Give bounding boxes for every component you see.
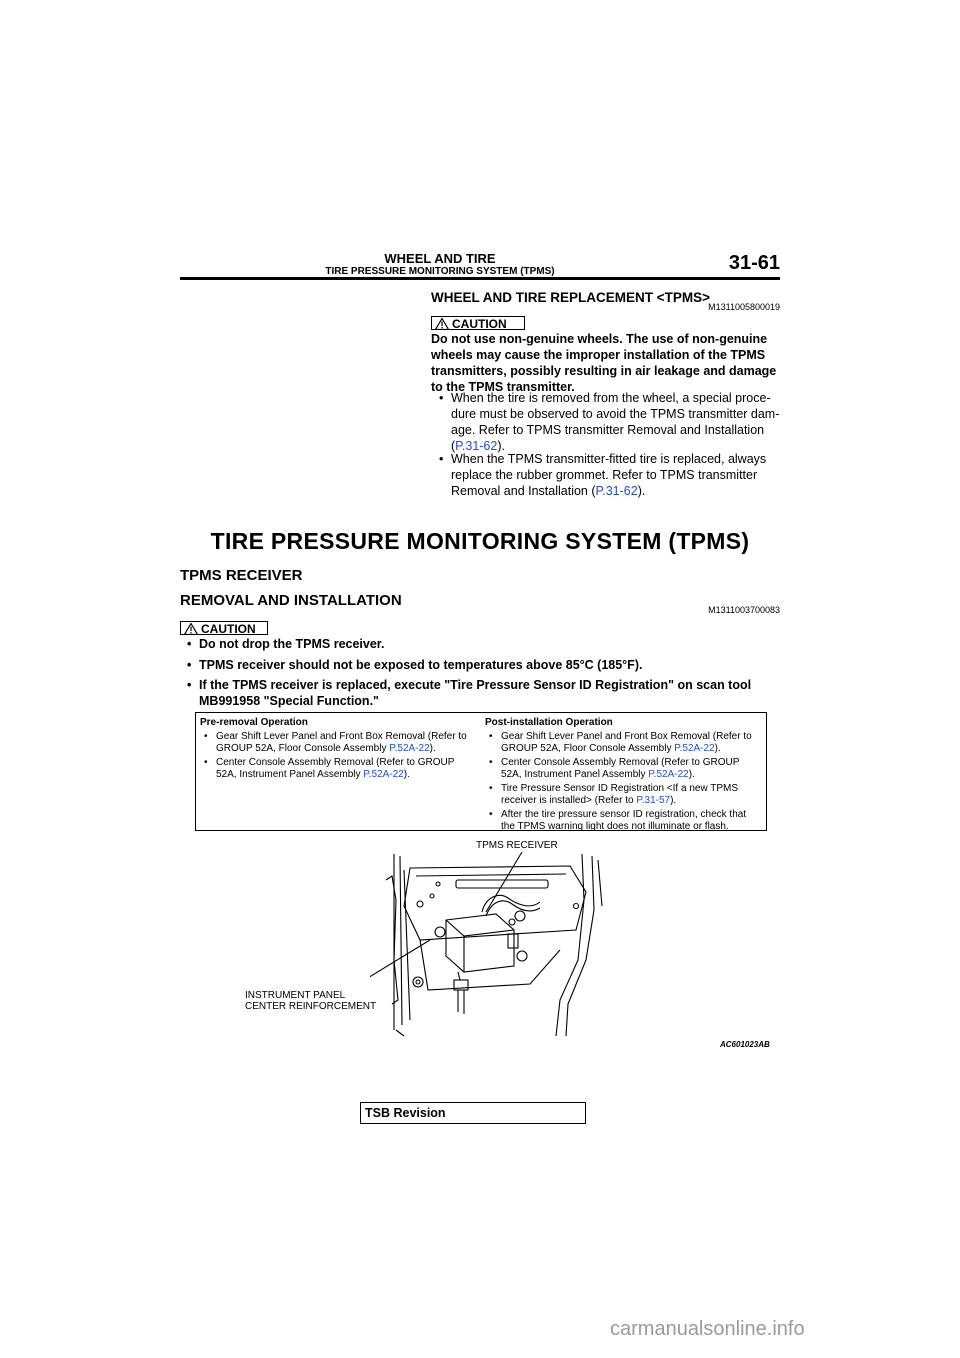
receiver-illustration [370, 850, 610, 1050]
caution-text-replacement [431, 331, 783, 395]
pre-removal-item: • Gear Shift Lever Panel and Front Box Removal (Refer to GROUP 52A, Floor Console Assembly P.52A-22). [204, 731, 467, 754]
post-installation-column [485, 717, 765, 833]
bullet-dot: • [187, 678, 192, 692]
post-installation-item: • After the tire pressure sensor ID registration, check that the TPMS warning light does not illuminate or flash. [489, 809, 747, 832]
page-ref-link[interactable]: P.31-57 [636, 795, 671, 806]
bullet-line: When the tire is removed from the wheel, a special proce- [451, 391, 771, 405]
receiver-caution-bullet-1: • Do not drop the TPMS receiver. [187, 637, 385, 651]
subsection-title: TIRE PRESSURE MONITORING SYSTEM (TPMS) [325, 266, 555, 277]
removal-code: M1311003700083 [708, 605, 780, 615]
caution-label: CAUTION [201, 622, 256, 636]
page-number: 31-61 [728, 252, 780, 274]
bullet-line: When the TPMS transmitter-fitted tire is replaced, always [451, 452, 767, 466]
label-tpms-receiver: TPMS RECEIVER [476, 840, 558, 851]
tsb-revision-box: TSB Revision [360, 1102, 586, 1124]
bullet-line: MB991958 "Special Function." [199, 694, 379, 708]
receiver-caution-bullet-3 [187, 677, 779, 709]
bullet-line: Removal and Installation (P.31-62). [451, 484, 646, 498]
caution-line: Do not use non-genuine wheels. The use of non-genuine [431, 332, 768, 346]
caution-label: CAUTION [452, 317, 507, 331]
receiver-heading: TPMS RECEIVER [180, 567, 303, 584]
bullet-dot: • [187, 637, 192, 651]
warning-triangle-icon [435, 318, 449, 330]
page-ref-link[interactable]: P.52A-22 [363, 769, 404, 780]
figure-code: AC601023AB [720, 1040, 770, 1049]
caution-box-replacement [431, 316, 525, 330]
bullet-line: If the TPMS receiver is replaced, execute "Tire Pressure Sensor ID Registration" on scan tool [199, 678, 752, 692]
post-installation-item: • Gear Shift Lever Panel and Front Box Removal (Refer to GROUP 52A, Floor Console Assembly P.52A-22). [489, 731, 752, 754]
post-installation-item: • Tire Pressure Sensor ID Registration <If a new TPMS receiver is installed> (Refer to P.31-57). [489, 783, 739, 806]
replacement-heading: WHEEL AND TIRE REPLACEMENT <TPMS> [431, 290, 711, 305]
watermark: carmanualsonline.info [610, 1318, 805, 1340]
page-ref-link[interactable]: P.31-62 [595, 484, 638, 498]
page-ref-link[interactable]: P.52A-22 [389, 743, 430, 754]
header-rule [180, 277, 780, 280]
post-installation-item: • Center Console Assembly Removal (Refer to GROUP 52A, Instrument Panel Assembly P.52A-22). [489, 757, 740, 780]
bullet-dot: • [439, 452, 444, 466]
bullet-dot: • [439, 391, 444, 405]
pre-removal-item: • Center Console Assembly Removal (Refer to GROUP 52A, Instrument Panel Assembly P.52A-22). [204, 757, 455, 780]
pre-removal-column [200, 717, 482, 781]
page-ref-link[interactable]: P.52A-22 [648, 769, 689, 780]
section-title: WHEEL AND TIRE [384, 251, 496, 266]
bullet-dot: • [187, 658, 192, 672]
replacement-bullet-1 [439, 390, 786, 454]
bullet-line: replace the rubber grommet. Refer to TPMS transmitter [451, 468, 758, 482]
caution-line: wheels may cause the improper installation of the TPMS [431, 348, 766, 362]
bullet-line: age. Refer to TPMS transmitter Removal and Installation [451, 423, 765, 437]
replacement-bullet-2 [439, 451, 786, 499]
bullet-line: (P.31-62). [451, 439, 505, 453]
receiver-caution-bullet-2: • TPMS receiver should not be exposed to temperatures above 85°C (185°F). [187, 658, 643, 672]
caution-line: transmitters, possibly resulting in air leakage and damage [431, 364, 777, 378]
pre-removal-title: Pre-removal Operation [200, 717, 308, 728]
warning-triangle-icon [184, 623, 198, 635]
replacement-code: M1311005800019 [708, 302, 780, 312]
page-ref-link[interactable]: P.31-62 [455, 439, 498, 453]
label-instrument-panel: INSTRUMENT PANEL [245, 990, 346, 1001]
operations-table [195, 712, 767, 831]
page-ref-link[interactable]: P.52A-22 [674, 743, 715, 754]
bullet-line: dure must be observed to avoid the TPMS transmitter dam- [451, 407, 780, 421]
caution-box-receiver [180, 621, 268, 635]
removal-heading: REMOVAL AND INSTALLATION [180, 592, 402, 609]
main-title: TIRE PRESSURE MONITORING SYSTEM (TPMS) [210, 528, 750, 554]
caution-line: to the TPMS transmitter. [431, 380, 575, 394]
post-installation-title: Post-installation Operation [485, 717, 613, 728]
label-center-reinforcement: CENTER REINFORCEMENT [245, 1001, 377, 1012]
